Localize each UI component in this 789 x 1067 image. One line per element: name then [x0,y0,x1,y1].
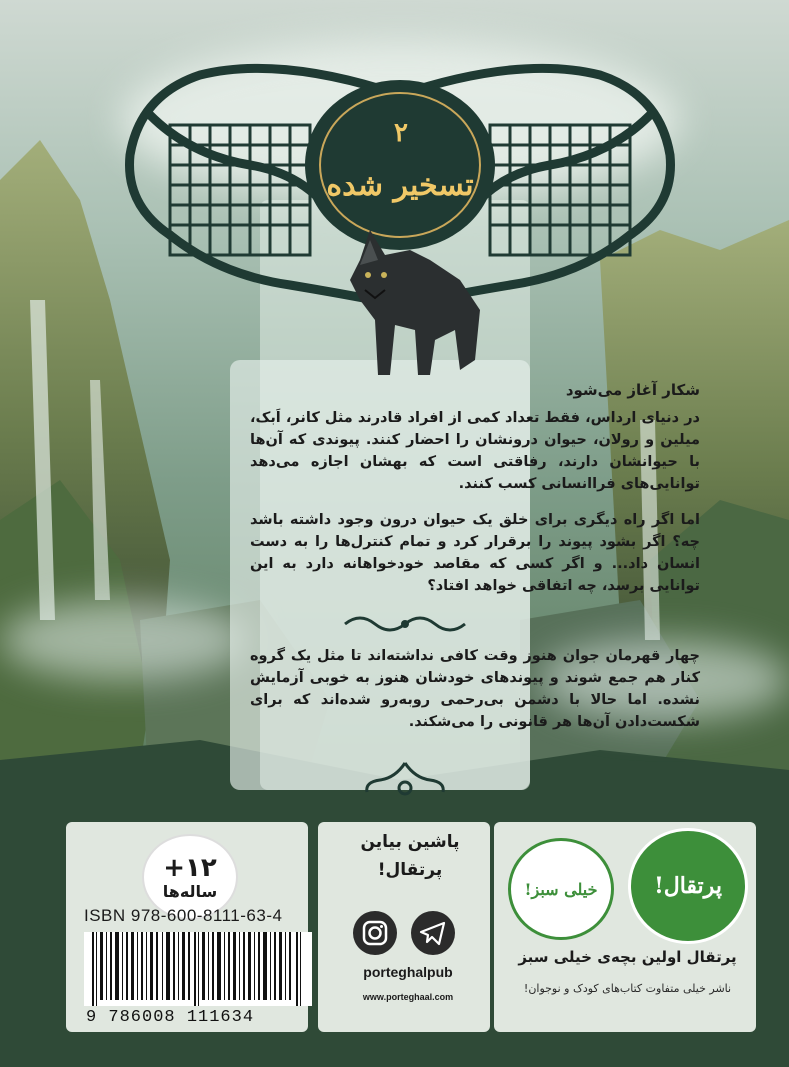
divider-ornament [340,610,470,638]
instagram-icon[interactable] [352,910,398,956]
blurb-paragraph-3: چهار قهرمان جوان هنوز وقت کافی نداشته‌اند تا مثل یک گروه کنار هم جمع شوند و پیوندهای خودشان هنوز به خوبی آزمایش نشده. اما حالا با دشمن بی‌رحمی روبه‌رو شده‌اند که برای شکست‌دادن آن‌ها هر قانونی را می‌شکند. [250,648,700,730]
age-number: +۱۲ [163,852,217,883]
social-slogan [330,828,490,884]
barcode-image [84,932,312,1006]
kheili-sabz-logo-text: خیلی سبز! [524,879,598,899]
bottom-ornament [355,758,455,800]
porteghal-logo-text: پرتقال! [654,873,722,899]
social-slogan-line-2: پرتقال! [377,860,443,880]
porteghal-logo [628,828,748,944]
barcode-number: 9 786008 111634 [86,1008,255,1027]
website-link[interactable]: www.porteghaal.com [362,992,454,1002]
social-slogan-line-1: پاشین بیاین [360,832,460,852]
wolf-illustration [340,220,490,380]
blurb-paragraph-1: در دنیای ارداس، فقط تعداد کمی از افراد قادرند مثل کانر، اَبک، میلین و رولان، حیوان درونشان را احضار کنند. پیوندی که آن‌ها با حیوانشان دارند، رفاقتی است که بهشان اجازه می‌دهد توانایی‌های فرا‌انسانی کسب کنند. [250,410,700,492]
kheili-sabz-logo [508,838,614,940]
social-handle[interactable]: porteghalpub [363,964,453,980]
isbn-text: ISBN 978-600-8111-63-4 [84,906,283,925]
blurb-heading: شکار آغاز می‌شود [565,381,700,399]
blurb-paragraph-2: اما اگر راه دیگری برای خلق یک حیوان درون وجود داشته باشد چه؟ اگر بشود پیوند را برقرار کرد و تمام کنترل‌ها را به دست انسان داد... و اگر کسی که مقاصد خودخواهانه دارد به این توانایی برسد، چه اتفاقی خواهد افتاد؟ [250,512,700,594]
age-label: ساله‌ها [162,881,218,901]
publisher-subtitle: ناشر خیلی متفاوت کتاب‌های کودک و نوجوان! [523,982,732,995]
book-title: تسخیر شده [326,168,474,203]
publisher-slogan: پرتقال اولین بچه‌ی خیلی سبز [518,948,737,966]
volume-number: ۲ [394,118,408,148]
telegram-icon[interactable] [410,910,456,956]
